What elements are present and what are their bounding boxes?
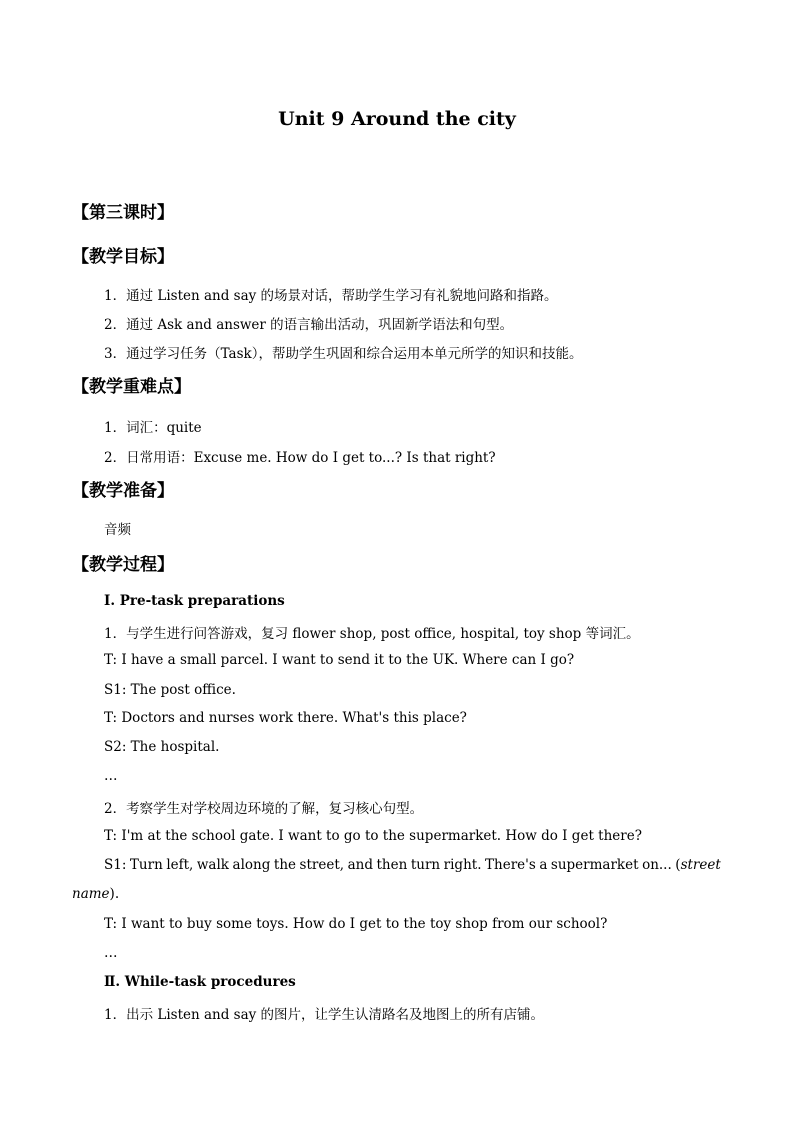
process-line: T: Doctors and nurses work there. What's this place?: [104, 710, 467, 726]
process-line: …: [104, 945, 118, 961]
process-heading: 【教学过程】: [72, 555, 174, 575]
process-line: 1．与学生进行问答游戏，复习 flower shop, post office, hospital, toy shop 等词汇。: [104, 626, 640, 642]
preparation-text: 音频: [104, 522, 131, 538]
street-name-italic: name: [72, 886, 110, 902]
s1-word: turn: [410, 857, 441, 873]
preparation-heading: 【教学准备】: [72, 481, 174, 501]
process-line: T: I want to buy some toys. How do I get to the toy shop from our school?: [104, 916, 608, 932]
process-line: S2: The hospital.: [104, 739, 220, 755]
s1-word: street,: [299, 857, 345, 873]
s1-word: S1:: [104, 857, 127, 873]
keypoints-heading: 【教学重难点】: [72, 377, 191, 397]
s1-answer-tail: ).: [109, 886, 120, 902]
s1-word: right.: [443, 857, 482, 873]
page-title: Unit 9 Around the city: [278, 108, 516, 130]
s1-word: along: [232, 857, 271, 873]
s1-word: and: [347, 857, 373, 873]
s1-word: There's: [485, 857, 536, 873]
process-line: …: [104, 768, 118, 784]
process-line: 1．出示 Listen and say 的图片，让学生认清路名及地图上的所有店铺。: [104, 1007, 545, 1023]
s1-word: then: [376, 857, 408, 873]
objective-item: 1．通过 Listen and say 的场景对话，帮助学生学习有礼貌地问路和指路。: [104, 288, 558, 304]
s1-answer-continuation: [72, 886, 119, 902]
process-line: 2．考察学生对学校周边环境的了解，复习核心句型。: [104, 801, 424, 817]
s1-word: Turn: [129, 857, 163, 873]
s1-word: the: [273, 857, 296, 873]
s1-word: a: [539, 857, 548, 873]
process-line: S1: The post office.: [104, 682, 236, 698]
street-italic: street: [680, 857, 721, 873]
process-line: T: I have a small parcel. I want to send it to the UK. Where can I go?: [104, 652, 575, 668]
objective-item: 3．通过学习任务（Task），帮助学生巩固和综合运用本单元所学的知识和技能。: [104, 346, 583, 362]
s1-word: (street: [675, 857, 721, 873]
keypoint-item: 2．日常用语：Excuse me. How do I get to...? Is that right?: [104, 450, 496, 466]
objectives-heading: 【教学目标】: [72, 247, 174, 267]
keypoint-item: 1．词汇：quite: [104, 420, 202, 436]
part1-title: Ⅰ. Pre-task preparations: [104, 593, 285, 609]
s1-word: left,: [166, 857, 194, 873]
s1-answer-line: [104, 857, 721, 873]
s1-word: supermarket: [550, 857, 639, 873]
process-line: T: I'm at the school gate. I want to go to the supermarket. How do I get there?: [104, 828, 642, 844]
part2-title: Ⅱ. While-task procedures: [104, 974, 296, 990]
s1-word: on...: [642, 857, 672, 873]
lesson-heading: 【第三课时】: [72, 203, 174, 223]
objective-item: 2．通过 Ask and answer 的语言输出活动，巩固新学语法和句型。: [104, 317, 514, 333]
s1-word: walk: [196, 857, 229, 873]
